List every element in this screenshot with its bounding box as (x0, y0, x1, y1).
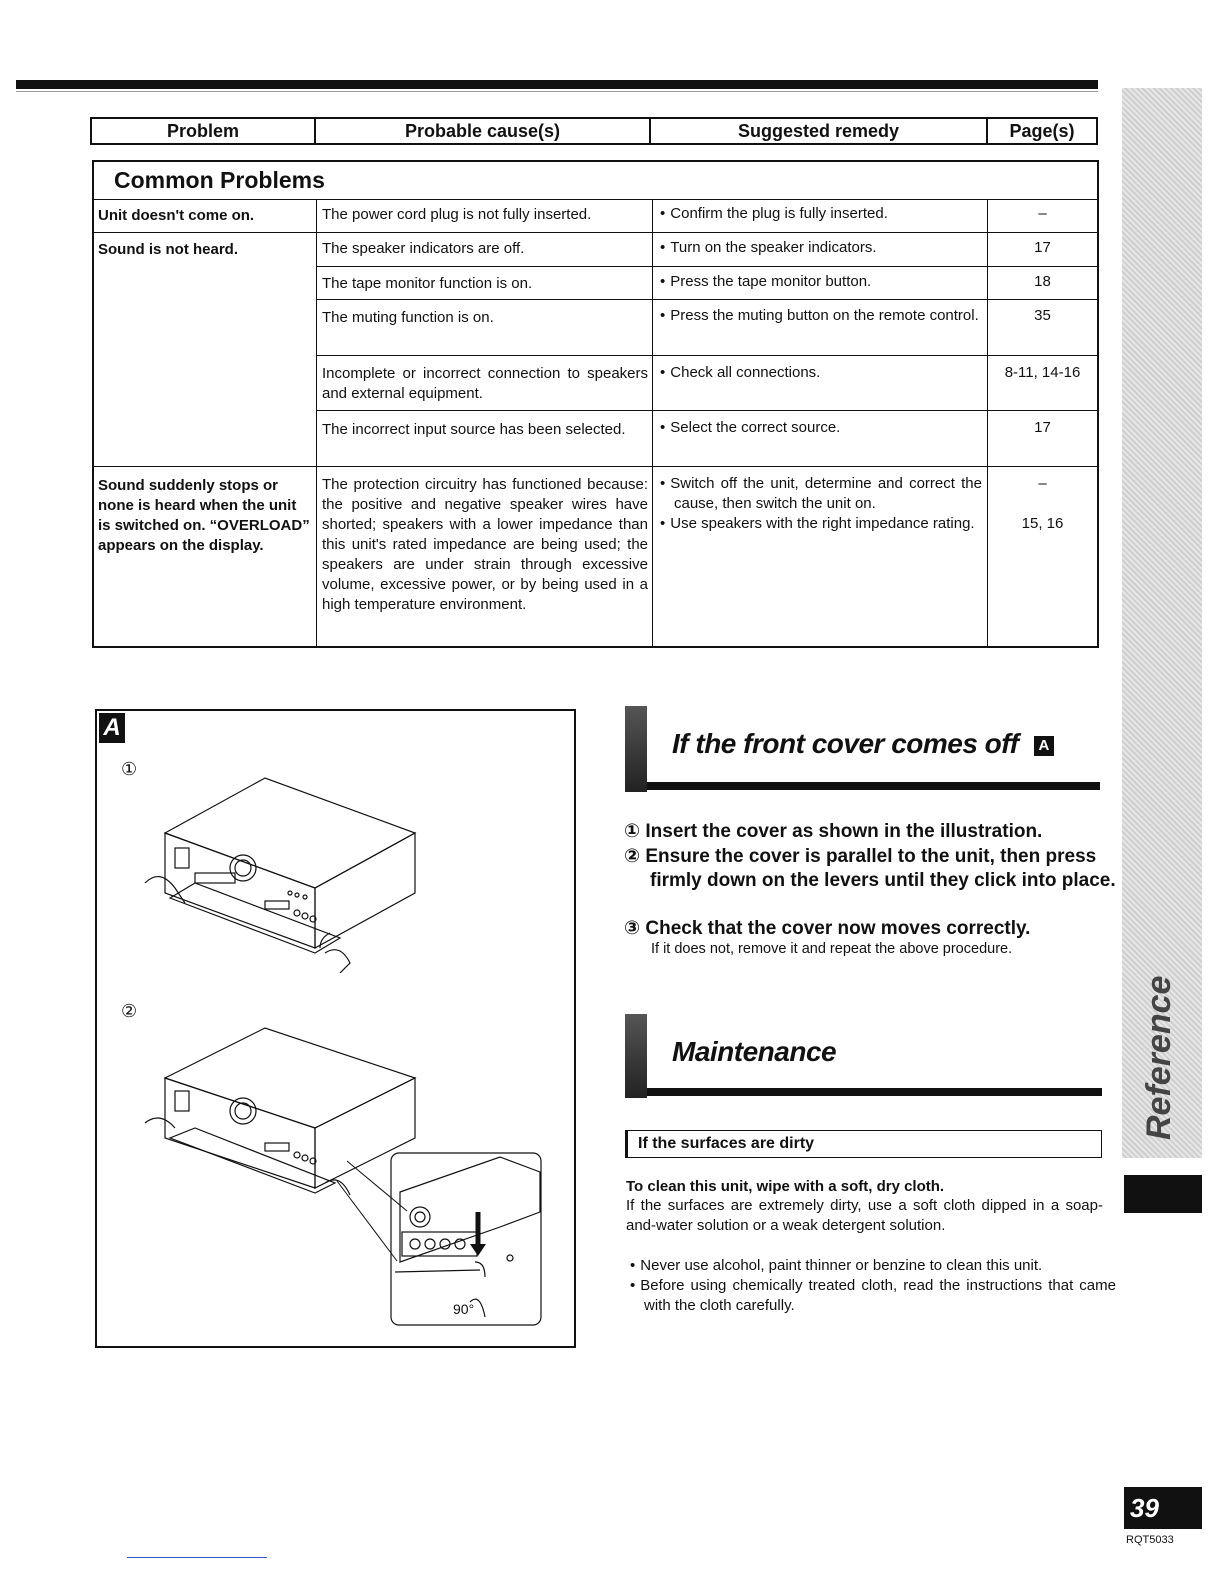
page-cell: 15, 16 (1021, 515, 1064, 532)
figure-label: A (99, 713, 125, 743)
remedy-cell: • Use speakers with the right impedance rating. (660, 514, 982, 534)
row-divider (94, 232, 1097, 233)
section-tab-marker (625, 706, 647, 792)
page-cell: 17 (1034, 239, 1051, 256)
document-code: RQT5033 (1126, 1534, 1174, 1546)
row-divider (316, 355, 1097, 356)
cause-cell: The protection circuitry has functioned because: the positive and negative speaker wires have shorted; speakers with a lower impedance than this unit's rated impedance are being used; the speakers are under strain through excessive volume, excessive power, or by being used in a high temperature environment. (322, 476, 648, 613)
header-problem-label: Problem (166, 120, 240, 141)
remedy-cell: • Press the muting button on the remote control. (660, 306, 982, 326)
remedy-cell: • Press the tape monitor button. (660, 272, 982, 292)
page-cell: – (1038, 475, 1047, 492)
cause-cell: The muting function is on. (322, 309, 494, 326)
page-cell: 35 (1034, 307, 1051, 324)
maintenance-rule (647, 1088, 1102, 1096)
callout-lines (327, 1151, 527, 1291)
col-divider (316, 200, 317, 648)
step-1-number: ① (121, 759, 138, 779)
problem-cell: Unit doesn't come on. (98, 207, 255, 224)
header-cause-label: Probable cause(s) (404, 120, 561, 141)
header-pages-label: Page(s) (1009, 120, 1075, 141)
instruction-step-1: ① Insert the cover as shown in the illustration. (624, 821, 1043, 842)
row-divider (316, 299, 1097, 300)
page-cell: 18 (1034, 273, 1051, 290)
cause-cell: The incorrect input source has been selected. (322, 421, 626, 438)
section-tab-marker (625, 1014, 647, 1098)
instruction-step-2: ② Ensure the cover is parallel to the unit, then press firmly down on the levers until they click into place. (624, 846, 1116, 891)
side-tab-label: Reference (1140, 975, 1178, 1140)
maintenance-title: Maintenance (672, 1036, 837, 1067)
cleaning-bold-line: To clean this unit, wipe with a soft, dry cloth. (626, 1178, 945, 1195)
col-divider (652, 200, 653, 648)
instruction-step-3: ③ Check that the cover now moves correctly. (624, 918, 1031, 939)
header-remedy (649, 117, 988, 145)
page-cell: 8-11, 14-16 (1004, 364, 1081, 381)
front-cover-rule (647, 782, 1100, 790)
dirty-surfaces-subheading: If the surfaces are dirty (625, 1130, 1102, 1158)
cause-cell: Incomplete or incorrect connection to speakers and external equipment. (322, 365, 648, 402)
problem-cell: Sound is not heard. (98, 241, 239, 258)
page-cell: 17 (1034, 419, 1051, 436)
step-2-number: ② (121, 1001, 138, 1021)
remedy-cell: • Turn on the speaker indicators. (660, 238, 982, 258)
cause-cell: The tape monitor function is on. (322, 275, 533, 292)
cleaning-bullet-2: • Before using chemically treated cloth, read the instructions that came with the cloth carefully. (630, 1276, 1116, 1316)
angle-label: 90° (453, 1301, 475, 1317)
remedy-cell: • Switch off the unit, determine and correct the cause, then switch the unit on. (660, 474, 982, 514)
front-cover-title: If the front cover comes off (672, 728, 1019, 759)
side-block-marker (1124, 1175, 1202, 1213)
top-rule (16, 80, 1098, 89)
cause-cell: The speaker indicators are off. (322, 240, 525, 257)
header-cause (314, 117, 651, 145)
row-divider (316, 266, 1097, 267)
top-rule-thin (16, 91, 1098, 92)
cleaning-bullet-1: • Never use alcohol, paint thinner or benzine to clean this unit. (630, 1256, 1116, 1276)
instruction-note: If it does not, remove it and repeat the above procedure. (651, 941, 1013, 957)
header-remedy-label: Suggested remedy (737, 120, 900, 141)
header-pages (986, 117, 1098, 145)
row-divider (316, 410, 1097, 411)
cause-cell: The power cord plug is not fully inserted. (322, 206, 592, 223)
cleaning-body: If the surfaces are extremely dirty, use a soft cloth dipped in a soap-and-water solution or a weak detergent solution. (626, 1197, 1103, 1234)
remedy-cell: • Check all connections. (660, 363, 982, 383)
page-cell: – (1038, 205, 1047, 222)
receiver-illustration-1 (125, 773, 425, 973)
front-cover-ref-badge: A (1034, 736, 1054, 756)
remedy-cell: • Confirm the plug is fully inserted. (660, 204, 982, 224)
remedy-cell: • Select the correct source. (660, 418, 982, 438)
figure-a (95, 709, 576, 1348)
section-title: Common Problems (94, 162, 1097, 200)
troubleshooting-table (92, 160, 1099, 648)
bottom-rule (127, 1557, 267, 1558)
front-cover-heading (672, 728, 1054, 760)
row-divider (94, 466, 1097, 467)
page-number: 39 (1124, 1487, 1202, 1529)
problem-cell: Sound suddenly stops or none is heard when the unit is switched on. “OVERLOAD” appears on the display. (98, 477, 310, 554)
header-problem (90, 117, 316, 145)
